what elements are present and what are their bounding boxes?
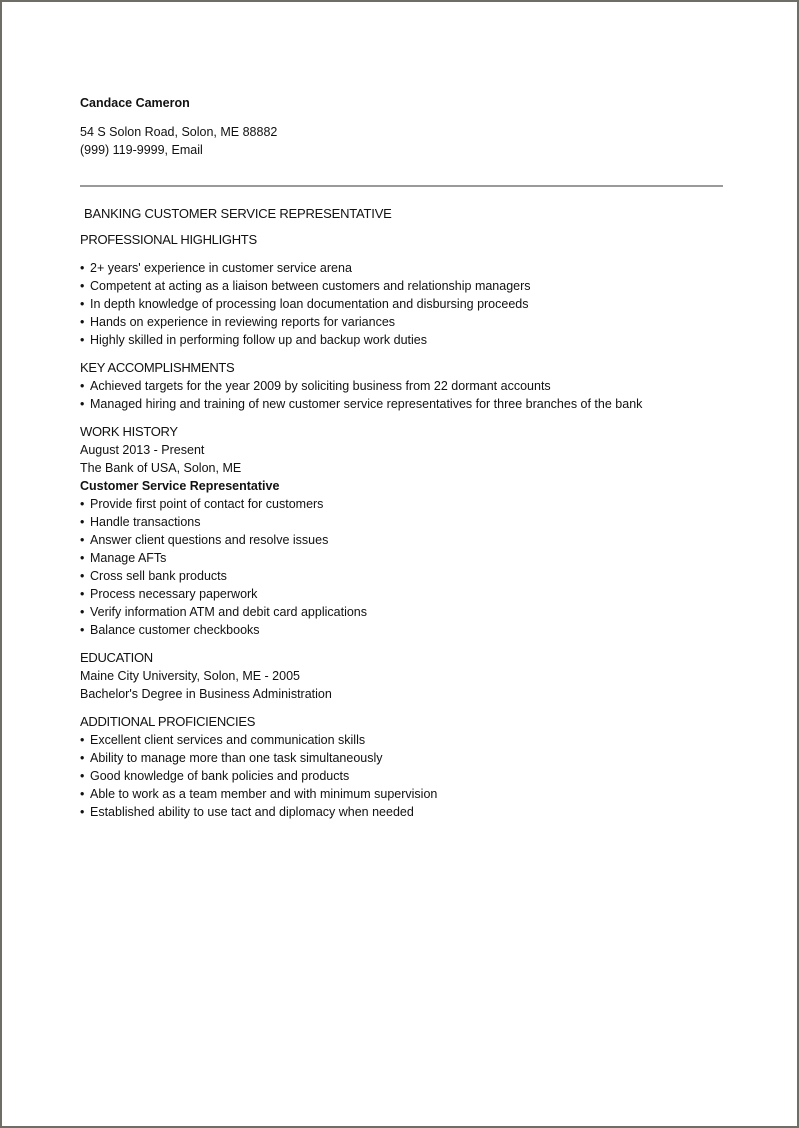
list-item: • Cross sell bank products xyxy=(80,567,730,585)
list-item: • Competent at acting as a liaison between customers and relationship managers xyxy=(80,277,730,295)
employer: The Bank of USA, Solon, ME xyxy=(80,461,242,475)
list-item: • 2+ years' experience in customer service arena xyxy=(80,259,730,277)
list-item: • Hands on experience in reviewing reports for variances xyxy=(80,313,730,331)
section-title: EDUCATION xyxy=(80,650,153,665)
list-item: • Managed hiring and training of new customer service representatives for three branches of the bank xyxy=(80,395,730,413)
resume-headline: BANKING CUSTOMER SERVICE REPRESENTATIVE xyxy=(84,206,392,221)
section-title: KEY ACCOMPLISHMENTS xyxy=(80,360,235,375)
resume-content xyxy=(80,93,730,819)
list-item: • Verify information ATM and debit card applications xyxy=(80,603,730,621)
list-item: • Established ability to use tact and diplomacy when needed xyxy=(80,803,730,821)
list-item: • Process necessary paperwork xyxy=(80,585,730,603)
contact-block xyxy=(80,123,730,159)
section-additional-proficiencies xyxy=(80,713,730,821)
section-title: ADDITIONAL PROFICIENCIES xyxy=(80,714,256,729)
list-item: • Highly skilled in performing follow up and backup work duties xyxy=(80,331,730,349)
section-professional-highlights xyxy=(80,231,730,349)
section-title: WORK HISTORY xyxy=(80,424,178,439)
candidate-name: Candace Cameron xyxy=(80,96,190,110)
address-line: 54 S Solon Road, Solon, ME 88882 xyxy=(80,125,278,139)
job-dates: August 2013 - Present xyxy=(80,443,205,457)
list-item: • Good knowledge of bank policies and products xyxy=(80,767,730,785)
list-item: • Excellent client services and communication skills xyxy=(80,731,730,749)
degree: Bachelor's Degree in Business Administration xyxy=(80,687,332,701)
header-divider xyxy=(80,185,723,187)
resume-sections xyxy=(80,231,730,831)
list-item: • Able to work as a team member and with minimum supervision xyxy=(80,785,730,803)
section-work-history xyxy=(80,423,730,639)
section-education xyxy=(80,649,730,703)
list-item: • Manage AFTs xyxy=(80,549,730,567)
section-title: PROFESSIONAL HIGHLIGHTS xyxy=(80,232,257,247)
section-key-accomplishments xyxy=(80,359,730,413)
section-spacer xyxy=(80,249,730,259)
job-title: Customer Service Representative xyxy=(80,479,280,493)
list-item: • Handle transactions xyxy=(80,513,730,531)
list-item: • Answer client questions and resolve issues xyxy=(80,531,730,549)
list-item: • In depth knowledge of processing loan documentation and disbursing proceeds xyxy=(80,295,730,313)
school: Maine City University, Solon, ME - 2005 xyxy=(80,669,300,683)
list-item: • Ability to manage more than one task simultaneously xyxy=(80,749,730,767)
list-item: • Balance customer checkbooks xyxy=(80,621,730,639)
phone-email-line: (999) 119-9999, Email xyxy=(80,143,203,157)
list-item: • Provide first point of contact for customers xyxy=(80,495,730,513)
list-item: • Achieved targets for the year 2009 by soliciting business from 22 dormant accounts xyxy=(80,377,730,395)
